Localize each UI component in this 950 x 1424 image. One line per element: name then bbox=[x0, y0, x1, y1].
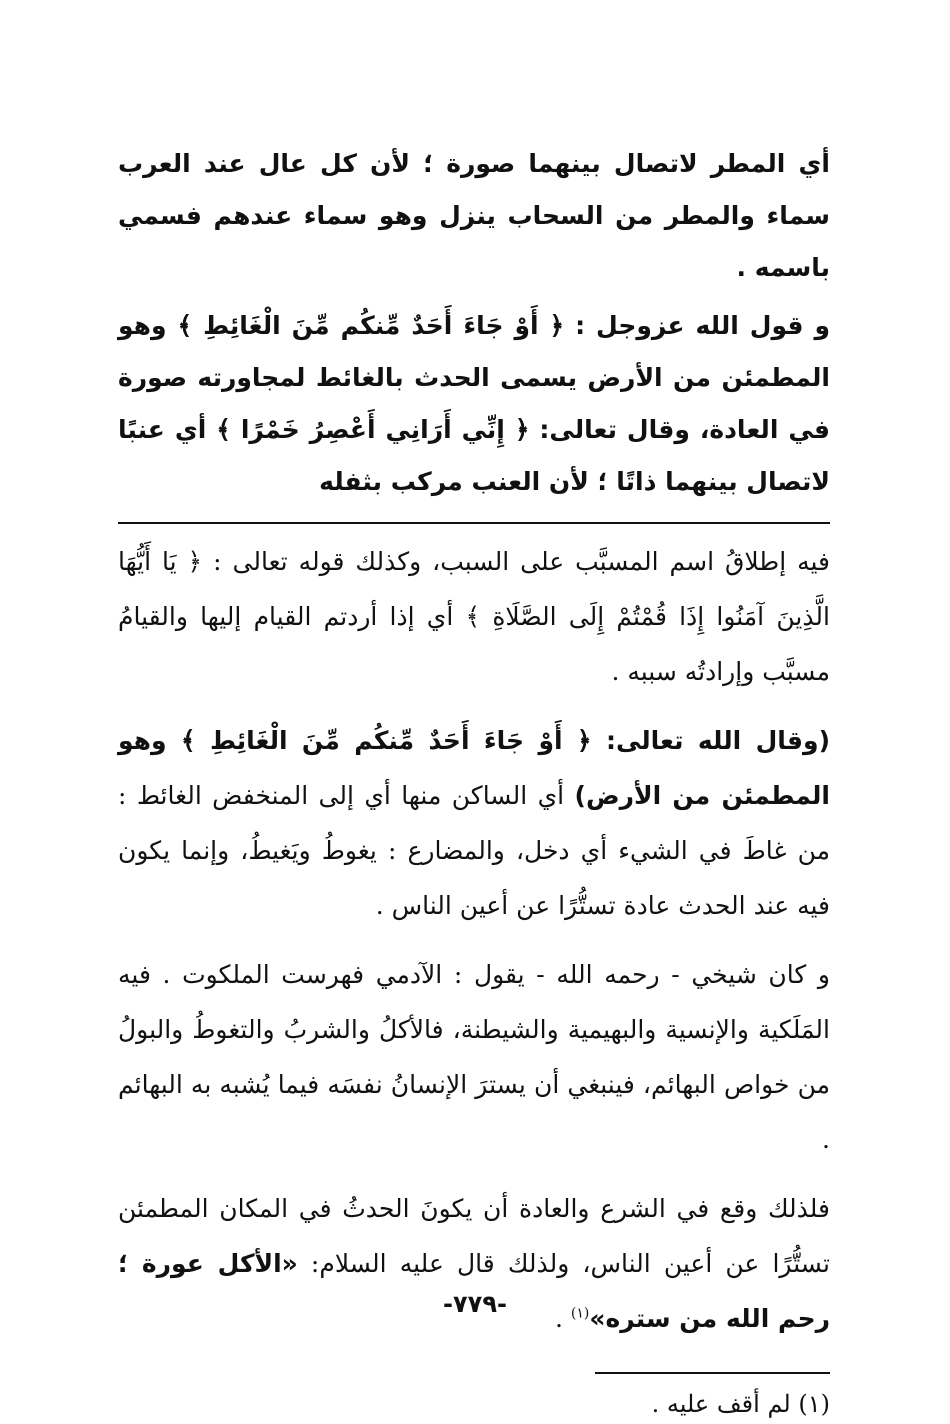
commentary-paragraph-2-body: أي الساكن منها أي إلى المنخفض الغائط : من غاطَ في الشيء أي دخل، والمضارع : يغوطُ ويَغيطُ، وإنما يكون فيه عند الحدث عادة تستُّرًا عن أعين الناس . bbox=[118, 781, 830, 920]
footnote-reference[interactable]: (١) bbox=[570, 1305, 590, 1322]
quoted-matn-text: (وقال الله تعالى: ﴿ أَوْ جَاءَ أَحَدٌ مِّنكُم مِّنَ الْغَائِطِ ﴾ وهو المطمئن من الأرض) bbox=[118, 726, 830, 810]
commentary-paragraph-1: فيه إطلاقُ اسم المسبَّب على السبب، وكذلك قوله تعالى : ﴿ يَا أَيُّهَا الَّذِينَ آمَنُوا إِذَا قُمْتُمْ إِلَى الصَّلَاةِ ﴾ أي إذا أردتم القيام إليها والقيامُ مسبَّب وإرادتُه سببه . bbox=[118, 547, 830, 686]
footnote: (١) لم أقف عليه . bbox=[651, 1390, 830, 1418]
commentary-paragraph-2 bbox=[118, 713, 830, 933]
main-text-block bbox=[118, 138, 830, 508]
hadith-quote: «الأكل عورة ؛رحم الله من ستره» bbox=[118, 1249, 830, 1333]
commentary-block bbox=[118, 534, 830, 1346]
commentary-paragraph-4 bbox=[118, 1181, 830, 1346]
page-number: -٧٧٩- bbox=[443, 1290, 507, 1318]
main-text-paragraph-1: أي المطر لاتصال بينهما صورة ؛ لأن كل عال عند العرب سماء والمطر من السحاب ينزل وهو سماء عندهم فسمي باسمه . bbox=[118, 149, 830, 282]
commentary-paragraph-3: و كان شيخي - رحمه الله - يقول : الآدمي فهرست الملكوت . فيه المَلَكية والإنسية والبهيمية والشيطنة، فالأكلُ والشربُ والتغوطُ والبولُ من خواص البهائم، فينبغي أن يسترَ الإنسانُ نفسَه فيما يُشبه به البهائم . bbox=[118, 960, 830, 1154]
commentary-paragraph-4-body: فلذلك وقع في الشرع والعادة أن يكونَ الحدثُ في المكان المطمئن تستُّرًا عن أعين الناس، ولذلك قال عليه السلام: bbox=[118, 1194, 830, 1278]
page-body bbox=[118, 138, 830, 1424]
commentary-paragraph-4-end: . bbox=[554, 1304, 571, 1333]
main-text-divider bbox=[118, 522, 830, 524]
footnote-divider bbox=[595, 1372, 830, 1374]
main-text-paragraph-2: و قول الله عزوجل : ﴿ أَوْ جَاءَ أَحَدٌ مِّنكُم مِّنَ الْغَائِطِ ﴾ وهو المطمئن من الأرض يسمى الحدث بالغائط لمجاورته صورة في العادة، وقال تعالى: ﴿ إِنِّي أَرَانِي أَعْصِرُ خَمْرًا ﴾ أي عنبًا لاتصال بينهما ذاتًا ؛ لأن العنب مركب بثفله bbox=[118, 311, 830, 496]
